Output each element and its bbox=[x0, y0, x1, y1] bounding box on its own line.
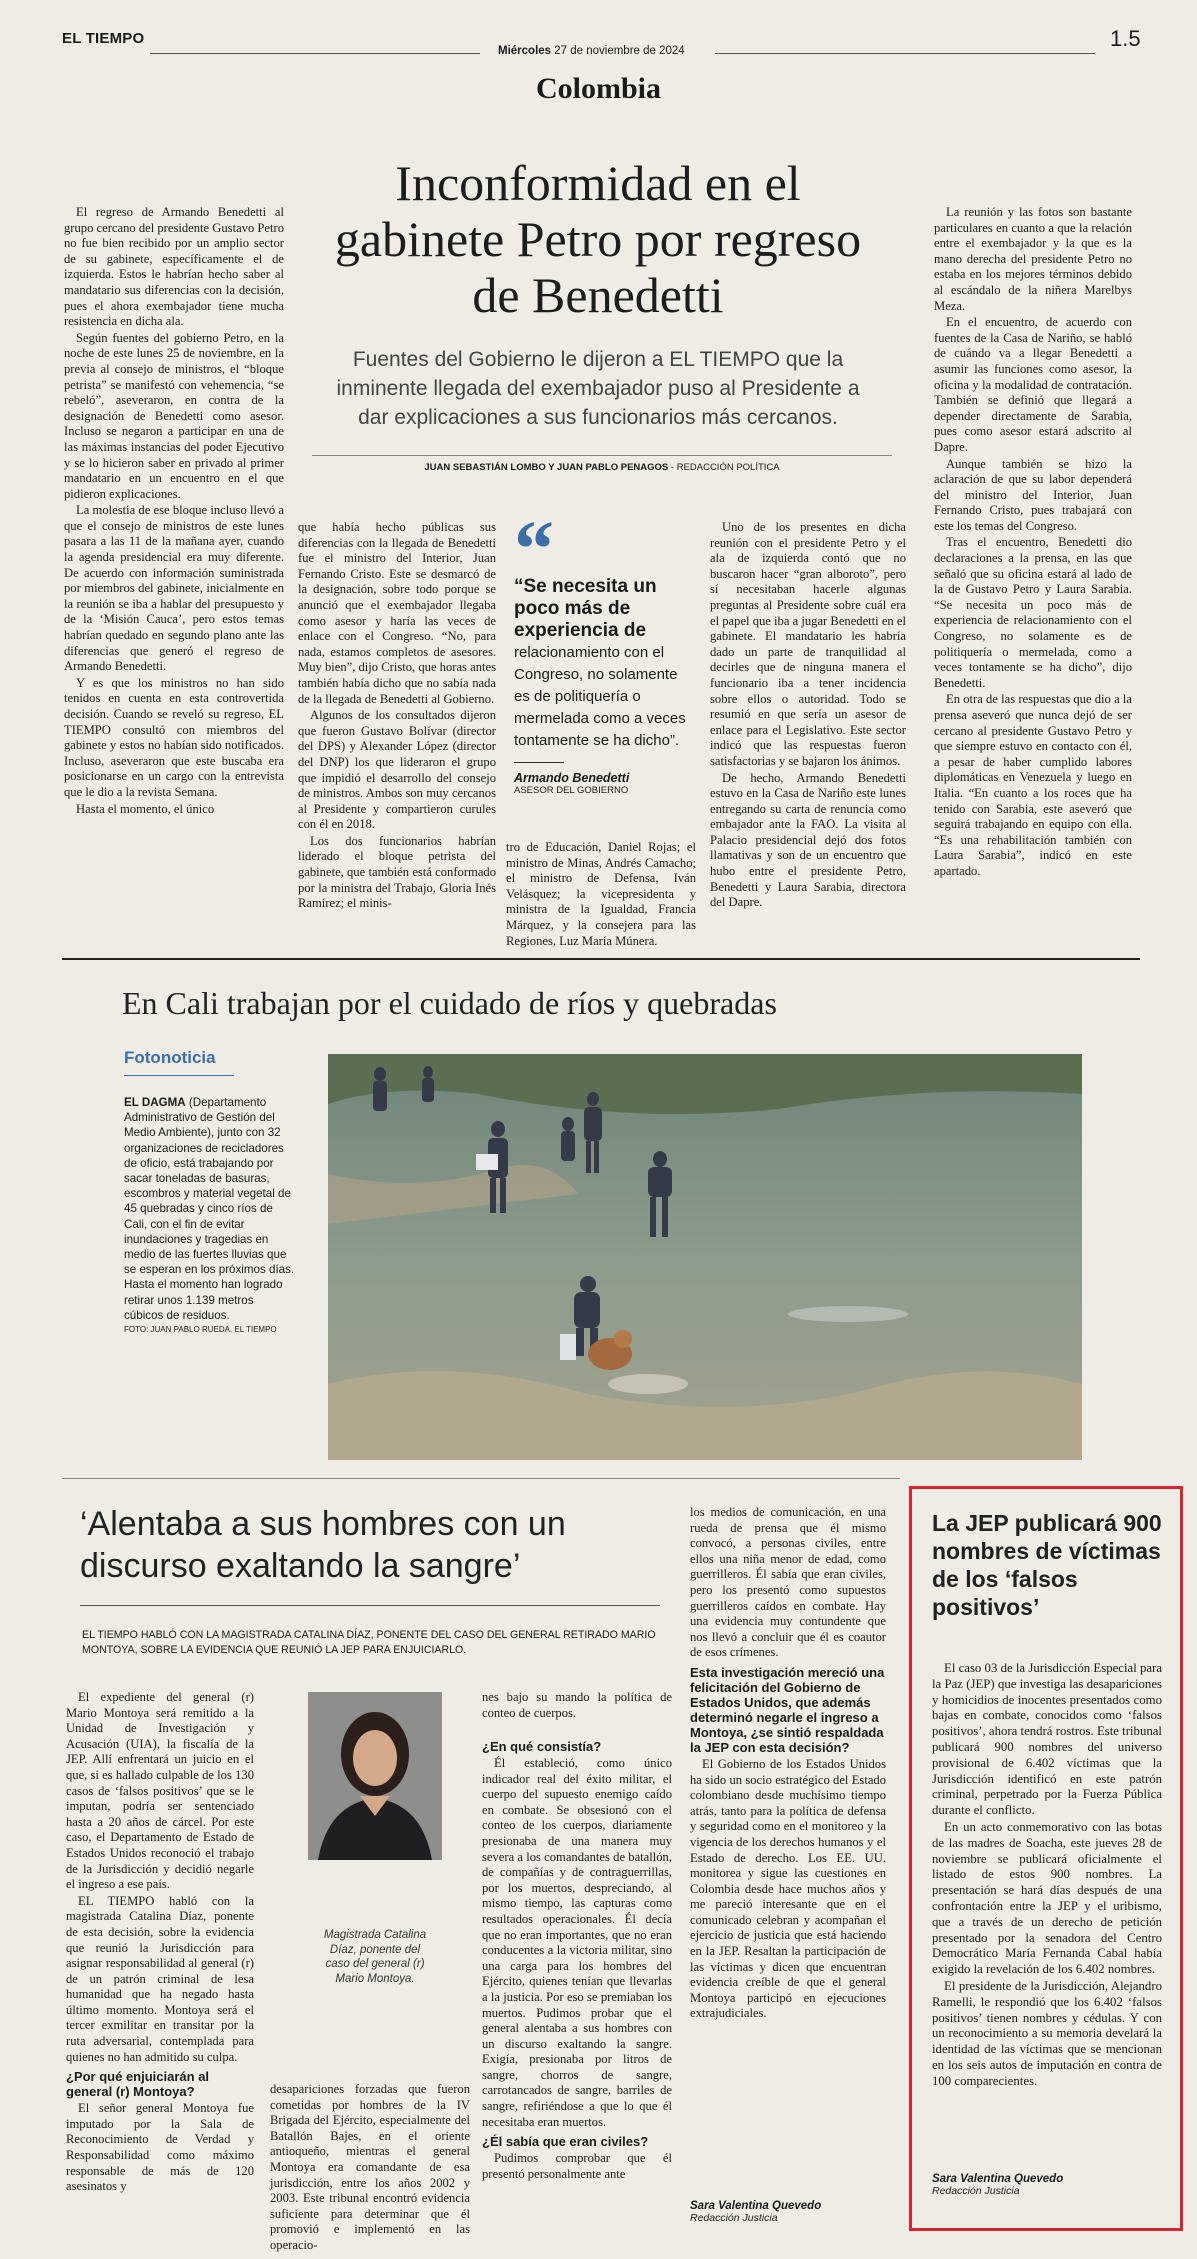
lead-col2-p2: Algunos de los consultados dijeron que fueron Gustavo Bolívar (director del DPS) y Alexander López (director del DNP) los que lideraron el grupo que impidió el desarrollo del consejo de ministros. Ambos son muy cercanos al Presidente y compartieron curules con él en 2018. bbox=[298, 708, 496, 832]
river-cleanup-photo bbox=[328, 1054, 1082, 1460]
lead-col-2 bbox=[298, 520, 496, 945]
lead-col3-p1: tro de Educación, Daniel Rojas; el ministro de Minas, Andrés Camacho; el ministro de Defensa, Iván Velásquez; la vicepresidenta y ministra de la Igualdad, Francia Márquez, y la consejera para las Regiones, Luz María Múnera. bbox=[506, 840, 696, 948]
header-rule-left bbox=[150, 53, 480, 54]
lead-col5-p1: La reunión y las fotos son bastante particulares en cuanto a que la relación entre el exembajador y la que es la mano derecha del presidente Petro no estaba en los mejores términos debido al escándalo de la niñera Marelbys Meza. bbox=[934, 205, 1132, 313]
jep-question-4: Esta investigación mereció una felicitación del Gobierno de Estados Unidos, que además determinó negarle el ingreso a Montoya, ¿se sintió respaldada la JEP con esta decisión? bbox=[690, 1664, 885, 1755]
jep-deck: EL TIEMPO HABLÓ CON LA MAGISTRADA CATALINA DÍAZ, PONENTE DEL CASO DEL GENERAL RETIRADO MARIO MONTOYA, SOBRE LA EVIDENCIA QUE REUNIÓ LA JEP PARA ENJUICIARLO. bbox=[82, 1629, 656, 1656]
jep-col1-p2: EL TIEMPO habló con la magistrada Catalina Díaz, ponente de esta decisión, sobre la evidencia que reunió la Jurisdicción para asignar responsabilidad al general (r) de un patrón criminal de lesa humanidad que ha negado hasta último momento. Montoya será el tercer exmilitar en transitar por la ruta adversarial, contemplada para quienes no han admitido su culpa. bbox=[66, 1893, 254, 2064]
byline-desk: - REDACCIÓN POLÍTICA bbox=[668, 462, 780, 473]
sidebar-headline: La JEP publicará 900 nombres de víctimas de los ‘falsos positivos’ bbox=[932, 1510, 1162, 1620]
jep-col-4 bbox=[690, 1505, 886, 2195]
jep-col4-p1: los medios de comunicación, en una rueda de prensa que él mismo convocó, a personas civiles, entre ellos una niña menor de edad, como guerrilleros. Él sabía que eran civiles, pero los presentó como supuestos guerrilleros caídos en combate. Hay una evidencia muy contundente que nos llevó a concluir que él es coautor de esos crímenes. bbox=[690, 1505, 886, 1660]
paper-name: EL TIEMPO bbox=[62, 30, 145, 47]
lead-subhead: Fuentes del Gobierno le dijeron a EL TIEMPO que la inminente llegada del exembajador puso al Presidente a dar explicaciones a sus funcionarios más cercanos. bbox=[336, 348, 860, 429]
quote-rest: relacionamiento con el Congreso, no solamente es de politiquería o mermelada como a veces tontamente se ha dicho”. bbox=[514, 644, 686, 749]
quote-mark-icon: “ bbox=[514, 506, 554, 594]
page-number: 1.5 bbox=[1110, 26, 1141, 51]
sidebar-body bbox=[932, 1661, 1162, 2161]
sidebar-p2: En un acto conmemorativo con las botas de las madres de Soacha, este jueves 28 de noviembre se publicará oficialmente el listado de estos 900 nombres. La presentación se hará días después de una confrontación entre la JEP y el uribismo, que a través de un derecho de petición presentado por la senadora del Centro Democrático María Fernanda Cabal había exigido la revelación de los 6.402 nombres. bbox=[932, 1819, 1162, 1977]
caption-lead: EL DAGMA bbox=[124, 1096, 186, 1109]
lead-col5-p4: Tras el encuentro, Benedetti dio declaraciones a la prensa, en las que señaló que su oficina estará al lado de la de Gustavo Petro y Laura Sarabia. “Se necesita un poco más de experiencia de relacionamiento con el Congreso, no solamente es de politiquería o mermelada, como a veces tontamente se ha dicho”, dijo Benedetti. bbox=[934, 535, 1132, 690]
lead-col-1 bbox=[64, 205, 284, 945]
lead-col1-p5: Hasta el momento, el único bbox=[76, 801, 215, 816]
jep-signature bbox=[690, 2200, 886, 2224]
jep-deck-rule bbox=[80, 1605, 660, 1606]
jep-col4-p2: El Gobierno de los Estados Unidos ha sido un socio estratégico del Estado colombiano desde muchísimo tiempo atrás, tanto para la política de defensa y seguridad como en el monitoreo y la vigencia de los derechos humanos y el Estado de derecho. Los EE. UU. monitorea y sigue las cuestiones en Colombia desde hace muchos años y me pareció interesante que en el comunicado celebran y acompañan el ejercicio de justicia que está haciendo en la JEP. Resaltan la participación de las víctimas y dicen que encuentran evidencia creíble de que el general Montoya participó en ejecuciones extrajudiciales. bbox=[690, 1756, 886, 2021]
photo-caption bbox=[124, 1095, 296, 1323]
lead-col1-p1: El regreso de Armando Benedetti al grupo cercano del presidente Gustavo Petro no fue bien recibido por un amplio sector de su gabinete, específicamente el de izquierda. Estos le habrían hecho saber al mandatario sus diferencias con la decisión, pues el ahora exembajador tiene mucha resistencia en dicha ala. bbox=[64, 205, 284, 329]
date-day: Miércoles bbox=[498, 45, 552, 57]
sidebar-sig-name: Sara Valentina Quevedo bbox=[932, 2173, 1064, 2185]
sidebar-p1: El caso 03 de la Jurisdicción Especial para la Paz (JEP) que investiga las desapariciones y homicidios de inocentes presentados como bajas en combate, conocidos como ‘falsos positivos’, ahora tendrá rostros. Este tribunal publicará 900 nombres del universo provisional de 6.402 víctimas que la Jurisdicción identificó en este patrón criminal, perpetrado por la Fuerza Pública durante el conflicto. bbox=[932, 1661, 1162, 1818]
magistrate-photo-caption: Magistrada Catalina Díaz, ponente del caso del general (r) Mario Montoya. bbox=[323, 1929, 427, 1985]
jep-headline: ‘Alentaba a sus hombres con un discurso exaltando la sangre’ bbox=[80, 1505, 566, 1585]
header-rule-right bbox=[715, 53, 1095, 54]
jep-question-3: ¿Él sabía que eran civiles? bbox=[482, 2134, 649, 2150]
lead-col5-p2: En el encuentro, de acuerdo con fuentes de la Casa de Nariño, se habló de cuándo va a llegar Benedetti a asumir las funciones como asesor, la oficina y la modalidad de contratación. También se definió que llegará a depender directamente de Sarabia, pues como asesor estará adscrito al Dapre. bbox=[934, 315, 1132, 454]
jep-col1-p3: El señor general Montoya fue imputado por la Sala de Reconocimiento de Verdad y Responsabilidad como máximo responsable de más de 120 asesinatos y bbox=[66, 2101, 254, 2194]
section-title: Colombia bbox=[535, 72, 661, 105]
lead-byline bbox=[312, 462, 892, 473]
magistrate-portrait-svg bbox=[308, 1692, 442, 1860]
lead-col-3-bottom bbox=[506, 840, 696, 948]
jep-col1-p1: El expediente del general (r) Mario Montoya será remitido a la Unidad de Investigación y Acusación (UIA), la fiscalía de la JEP. Allí enfrentará un juicio en el que, si es hallado culpable de los 130 casos de ‘falsos positivos’ que se le imputan, podría ser sentenciado hasta a 20 años de cárcel. Por este caso, el Departamento de Estado de Estados Unidos reconoció el trabajo de la Jurisdicción y decidió negarle el ingreso a ese país. bbox=[66, 1690, 254, 1892]
lead-col5-p5: En otra de las respuestas que dio a la prensa aseveró que nunca dejó de ser cercano al presidente Gustavo Petro y que siempre estuvo en contacto con él, a pesar de haber cumplido labores diplomáticas en Venezuela y luego en Italia. “En cuanto a los roces que ha tenido con Sarabia, este aseveró que seguirá trabajando en equipo con ella. “Es una rehabilitación también con Laura Sarabia”, indicó en este apartado. bbox=[934, 692, 1132, 878]
byline-rule bbox=[312, 455, 892, 456]
river-photo-svg bbox=[328, 1054, 1082, 1460]
lead-col4-p2: De hecho, Armando Benedetti estuvo en la Casa de Nariño este lunes entregando su carta de renuncia como embajador ante la FAO. La visita al Palacio presidencial dejó dos fotos llamativas y son de un encuentro que hubo entre el presidente Petro, Benedetti y Laura Sarabia, directora del Dapre. bbox=[710, 770, 906, 910]
lead-col2-p1: que había hecho públicas sus diferencias con la llegada de Benedetti fue el ministro del Interior, Juan Fernando Cristo. Este se desmarcó de la designación, sobre todo porque se anunció que el exembajador llegaba como asesor y haría las veces de enlace con el Congreso. “No, para nada, estamos completos de asesores. Muy bien”, dijo Cristo, que horas antes también había dicho que no sabía nada de la llegada de Benedetti al Gobierno. bbox=[298, 520, 496, 706]
pull-quote bbox=[514, 506, 694, 796]
sidebar-sig-desk: Redacción Justicia bbox=[932, 2185, 1020, 2197]
byline-names: JUAN SEBASTIÁN LOMBO Y JUAN PABLO PENAGOS bbox=[424, 462, 669, 473]
sidebar-signature bbox=[932, 2173, 1162, 2197]
sidebar-p3: El presidente de la Jurisdicción, Alejandro Ramelli, le respondió que los 6.402 ‘falsos positivos’ tienen nombres y cédulas. Y con un reconocimiento a su memoria develará la identidad de las víctimas que se mencionan en los seis autos de imputación en contra de 100 comparecientes. bbox=[932, 1978, 1162, 2088]
issue-date bbox=[498, 45, 685, 57]
section-divider-2 bbox=[62, 1478, 900, 1479]
jep-col3-p1: Él estableció, como único indicador real del éxito militar, el cuerpo del supuesto enemigo caído en combate. Se obsesionó con el conteo de los cuerpos, diariamente presionaba de una manera muy severa a los comandantes de batallón, de compañías y de contraguerrillas, por los muertos, despreciando, al mismo tiempo, las capturas como resultados operacionales. Él decía que no eran importantes, que no eran conducentes a la victoria militar, sino una carga para los hombres del Ejército, quienes tenían que llevarlas a la justicia. Por eso se premiaban los muertos. Pudimos probar que el general alentaba a sus hombres con un discurso exaltando la sangre. Exigía, presionaba por litros de sangre, chorros de sangre, carrotancados de sangre, barriles de sangre, refiriéndose a que lo que él necesitaba eran muertos. bbox=[482, 1756, 672, 2129]
photo-feature-headline: En Cali trabajan por el cuidado de ríos y quebradas bbox=[122, 985, 777, 1021]
jep-col-2-top bbox=[482, 1690, 672, 1730]
jep-question-2: ¿En qué consistía? bbox=[482, 1739, 602, 1754]
section-divider-1 bbox=[62, 958, 1140, 960]
jep-sig-desk: Redacción Justicia bbox=[690, 2212, 778, 2224]
quote-rule bbox=[514, 762, 564, 763]
lead-headline: Inconformidad en el gabinete Petro por regreso de Benedetti bbox=[334, 155, 862, 323]
lead-col5-p3: Aunque también se hizo la aclaración de que su labor dependerá del ministro del Interior, Juan Fernando Cristo, pues trabajará con este los temas del Congreso. bbox=[934, 456, 1132, 533]
caption-text: (Departamento Administrativo de Gestión del Medio Ambiente), junto con 32 organizaciones de recicladores de oficio, está trabajando por sacar toneladas de basuras, escombros y material vegetal de 45 quebradas y cinco ríos de Cali, con el fin de evitar inundaciones y tragedias en medio de las fuertes lluvias que se esperan en los próximos días. Hasta el momento han logrado retirar unos 1.139 metros cúbicos de residuos. bbox=[124, 1096, 295, 1322]
jep-col-1 bbox=[66, 1690, 254, 2240]
photo-kicker: Fotonoticia bbox=[124, 1048, 216, 1067]
jep-col-2-bottom bbox=[270, 2082, 470, 2252]
magistrate-photo bbox=[308, 1692, 442, 1860]
jep-question-1: ¿Por qué enjuiciarán al general (r) Montoya? bbox=[66, 2069, 210, 2100]
quote-role: ASESOR DEL GOBIERNO bbox=[514, 785, 629, 796]
jep-col-3 bbox=[482, 1735, 672, 2240]
quote-bold: “Se necesita un poco más de experiencia de bbox=[514, 576, 657, 641]
photo-credit: FOTO: JUAN PABLO RUEDA. EL TIEMPO bbox=[124, 1325, 277, 1334]
lead-col-4 bbox=[710, 520, 906, 945]
jep-col2-top: nes bajo su mando la política de conteo de cuerpos. bbox=[482, 1690, 672, 1720]
lead-col1-p4: Y es que los ministros no han sido tenidos en cuenta en esta controvertida decisión. Cuando se reveló su regreso, EL TIEMPO consultó con miembros del gabinete y estos no habían sido notificados. Incluso, aseveraron que este buscaba era posicionarse en un cargo con la entrevista que le dio a la revista Semana. bbox=[64, 675, 284, 799]
lead-col4-p1: Uno de los presentes en dicha reunión con el presidente Petro y el ala de izquierda contó que no buscaron hacer “gran alboroto”, pero sí necesitaban hacerle algunas preguntas al Presidente sobre cuál era el papel que iba a jugar Benedetti en el gabinete. El mandatario les habría dado un parte de tranquilidad al decirles que de ninguna manera el funcionario iba a tener incidencia sobre ellos o autoridad. Todo se resumió en que sería un asesor de enlace para el Legislativo. Este sector indicó que las respuestas fueron satisfactorias y se bajaron los ánimos. bbox=[710, 520, 906, 768]
lead-col1-p3: La molestia de ese bloque incluso llevó a que el consejo de ministros de este lunes pasara a las 11 de la mañana ayer, cuando la agenda presidencial era muy diferente. De acuerdo con información suministrada por miembros del gabinete, inicialmente en la reunión se iba a hablar del presupuesto y de la ‘Misión Cauca’, pero estos temas habrían quedado en segundo plano ante las diferencias que generó el regreso de Armando Benedetti. bbox=[64, 503, 284, 674]
jep-sidebar-box bbox=[909, 1486, 1183, 2231]
lead-col2-p3: Los dos funcionarios habrían liderado el bloque petrista del gabinete, que también está conformado por la ministra del Trabajo, Gloria Inés Ramírez; el minis- bbox=[298, 833, 496, 911]
jep-col2-bottom: desapariciones forzadas que fueron cometidas por hombres de la IV Brigada del Ejército, especialmente del Batallón Bajes, en el oriente antioqueño, mientras el general Montoya era comandante de esa jurisdicción, entre los años 2002 y 2003. Este tribunal encontró evidencia suficiente para determinar que él promovió e implementó en las operacio- bbox=[270, 2082, 470, 2252]
kicker-rule bbox=[124, 1075, 234, 1076]
quote-name: Armando Benedetti bbox=[514, 771, 630, 785]
date-rest: 27 de noviembre de 2024 bbox=[554, 45, 685, 57]
lead-col-5 bbox=[934, 205, 1132, 945]
lead-col1-p2: Según fuentes del gobierno Petro, en la noche de este lunes 25 de noviembre, en la previa al consejo de ministros, el “bloque petrista” se manifestó con vehemencia, “se rebeló”, aseveraron, en contra de la designación de Benedetti como asesor. Incluso se negaron a participar en una de las máximas instancias del poder Ejecutivo y se lo hicieron saber en privado al primer mandatario en un encuentro en el que pidieron explicaciones. bbox=[64, 330, 284, 501]
jep-col3-p2: Pudimos comprobar que él presentó personalmente ante bbox=[482, 2151, 672, 2181]
jep-sig-name: Sara Valentina Quevedo bbox=[690, 2200, 822, 2212]
